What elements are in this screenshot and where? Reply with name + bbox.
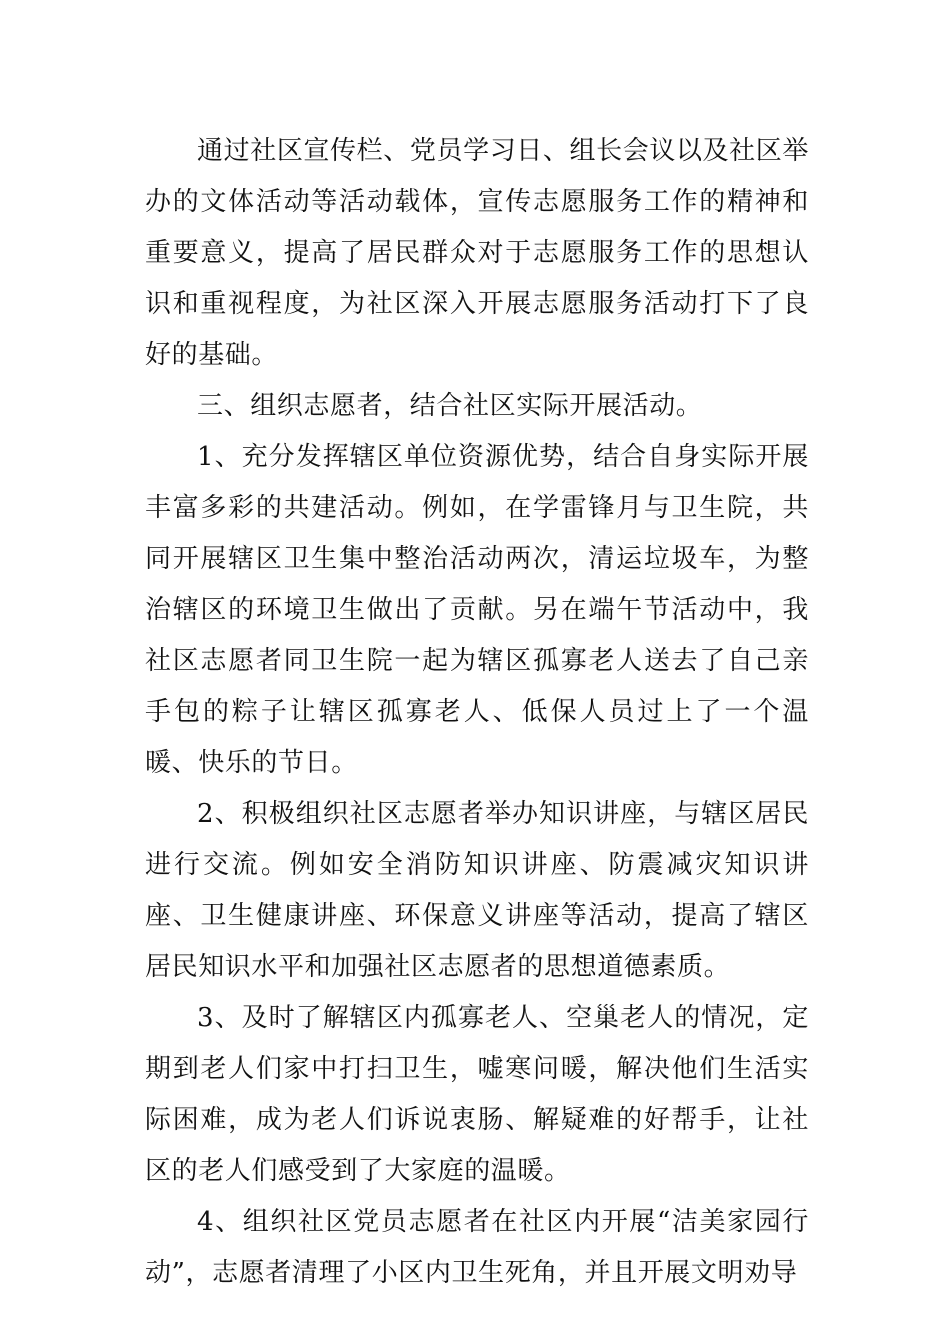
paragraph-publicity: 通过社区宣传栏、党员学习日、组长会议以及社区举办的文体活动等活动载体，宣传志愿服务工作的精神和重要意义，提高了居民群众对于志愿服务工作的思想认识和重视程度，为社区深入开展志愿服务活动打下了良好的基础。 <box>145 136 809 370</box>
paragraph-item-1: 1、充分发挥辖区单位资源优势，结合自身实际开展丰富多彩的共建活动。例如，在学雷锋月与卫生院，共同开展辖区卫生集中整治活动两次，清运垃圾车，为整治辖区的环境卫生做出了贡献。另在端午节活动中，我社区志愿者同卫生院一起为辖区孤寡老人送去了自己亲手包的粽子让辖区孤寡老人、低保人员过上了一个温暖、快乐的节日。 <box>145 442 809 778</box>
section-heading-three: 三、组织志愿者，结合社区实际开展活动。 <box>197 391 703 421</box>
paragraph-item-4: 4、组织社区党员志愿者在社区内开展“洁美家园行动”，志愿者清理了小区内卫生死角，并且开展文明劝导 <box>145 1207 809 1288</box>
document-body <box>145 126 809 1299</box>
paragraph-item-2: 2、积极组织社区志愿者举办知识讲座，与辖区居民进行交流。例如安全消防知识讲座、防震减灾知识讲座、卫生健康讲座、环保意义讲座等活动，提高了辖区居民知识水平和加强社区志愿者的思想道德素质。 <box>145 799 809 982</box>
paragraph-item-3: 3、及时了解辖区内孤寡老人、空巢老人的情况，定期到老人们家中打扫卫生，嘘寒问暖，解决他们生活实际困难，成为老人们诉说衷肠、解疑难的好帮手，让社区的老人们感受到了大家庭的温暖。 <box>145 1003 809 1186</box>
